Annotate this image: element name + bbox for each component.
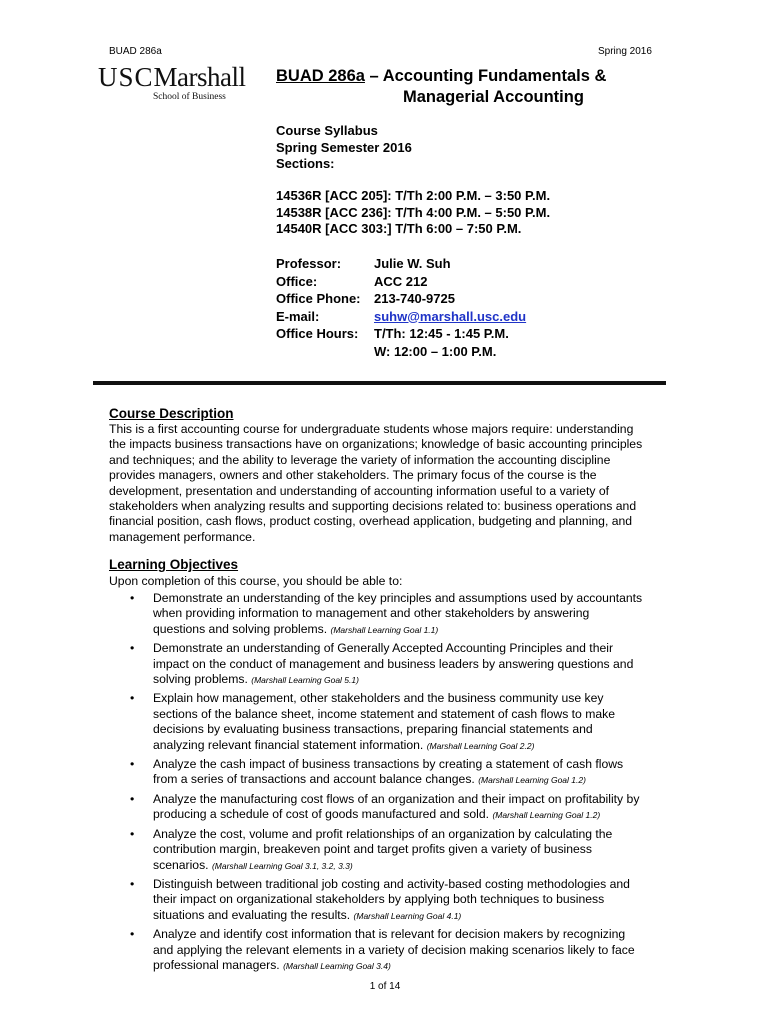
page-title — [276, 66, 636, 108]
objective-line: sections of the balance sheet, income statement and statement of cash flows to make — [153, 706, 616, 721]
objective-line — [153, 622, 669, 638]
objective-line — [153, 958, 669, 974]
syllabus-label: Course Syllabus — [276, 123, 378, 138]
objective-line — [153, 908, 669, 924]
description-line: This is a first accounting course for undergraduate students whose majors require: understanding — [109, 422, 634, 436]
description-line: development, presentation and understanding of accounting information useful to a variety of — [109, 483, 610, 498]
section-item: 14540R [ACC 303:] T/Th 6:00 – 7:50 P.M. — [276, 221, 522, 236]
bullet-icon: • — [130, 826, 135, 841]
objective-line-text: from a series of transactions and account balance changes. — [153, 772, 479, 787]
divider — [93, 381, 666, 385]
email-link[interactable]: suhw@marshall.usc.edu — [374, 308, 527, 324]
objective-line-text: solving problems. — [153, 672, 252, 687]
hours-value-2: W: 12:00 – 1:00 P.M. — [374, 343, 497, 359]
logo-usc-text: USC — [98, 62, 154, 92]
learning-objective-item — [109, 691, 669, 754]
objective-line: decisions by evaluating business transactions, preparing financial statements and — [153, 722, 593, 737]
learning-objective-item — [109, 591, 669, 638]
bullet-icon: • — [130, 876, 135, 891]
description-line: and techniques; and the ability to leverage the variety of information the accounting discipline — [109, 452, 611, 467]
office-label: Office: — [276, 273, 318, 289]
section-item: 14538R [ACC 236]: T/Th 4:00 P.M. – 5:50 P.M. — [276, 204, 551, 220]
title-line1: – Accounting Fundamentals & — [364, 67, 607, 85]
learning-goal-ref: (Marshall Learning Goal 1.1) — [330, 624, 439, 635]
objective-line — [153, 807, 669, 823]
syllabus-info — [276, 123, 412, 173]
learning-goal-ref: (Marshall Learning Goal 1.2) — [492, 810, 601, 821]
objective-line: when providing information to management and other stakeholders by answering — [153, 606, 590, 621]
learning-objective-item — [109, 757, 669, 789]
objective-line: Distinguish between traditional job costing and activity-based costing methodologies and — [153, 876, 630, 891]
objective-line-text: situations and evaluating the results. — [153, 907, 354, 922]
professor-name: Julie W. Suh — [374, 256, 451, 271]
learning-objective-item — [109, 877, 669, 924]
objective-line-text: professional managers. — [153, 957, 284, 972]
learning-objectives-intro: Upon completion of this course, you should be able to: — [109, 574, 403, 588]
hours-value: T/Th: 12:45 - 1:45 P.M. — [374, 326, 509, 341]
objective-line: and applying the relevant elements in a variety of decision making scenarios likely to face — [153, 942, 635, 957]
description-line: stakeholders when analyzing results and supporting decisions related to: business operations and — [109, 499, 637, 514]
running-header-term: Spring 2016 — [598, 46, 652, 57]
learning-goal-ref: (Marshall Learning Goal 2.2) — [426, 740, 535, 751]
objective-line-text: scenarios. — [153, 857, 212, 872]
hours-label: Office Hours: — [276, 326, 359, 341]
bullet-icon: • — [130, 791, 135, 806]
objective-line — [153, 772, 669, 788]
description-line: the impacts business transactions have on organizations; knowledge of basic accounting principles — [109, 437, 643, 452]
objective-line — [153, 672, 669, 688]
objective-line: Analyze the manufacturing cost flows of an organization and their impact on profitability by — [153, 791, 640, 806]
sections-list — [276, 188, 550, 238]
objective-line: Analyze the cash impact of business transactions by creating a statement of cash flows — [153, 757, 624, 772]
logo-marshall-text: Marshall — [153, 62, 246, 92]
course-description-text — [109, 422, 669, 545]
learning-goal-ref: (Marshall Learning Goal 5.1) — [251, 675, 359, 686]
section-item: 14536R [ACC 205]: T/Th 2:00 P.M. – 3:50 P.M. — [276, 188, 551, 203]
learning-objective-item — [109, 641, 669, 688]
learning-goal-ref: (Marshall Learning Goal 3.1, 3.2, 3.3) — [211, 860, 353, 871]
learning-goal-ref: (Marshall Learning Goal 4.1) — [353, 910, 462, 921]
description-line: provides managers, owners and other stakeholders. The primary focus of the course is the — [109, 468, 597, 483]
bullet-icon: • — [130, 641, 135, 656]
objective-line: their impact on organizational stakeholders by applying both techniques to business — [153, 892, 605, 907]
description-line: management performance. — [109, 529, 256, 544]
learning-goal-ref: (Marshall Learning Goal 3.4) — [283, 960, 391, 971]
semester-label: Spring Semester 2016 — [276, 139, 412, 155]
objective-line: impact on the conduct of management and business leaders by answering questions and — [153, 656, 634, 671]
logo-school-text: School of Business — [153, 92, 226, 102]
objective-line: Analyze and identify cost information that is relevant for decision makers by recognizing — [153, 927, 626, 942]
bullet-icon: • — [130, 757, 135, 772]
objective-line — [153, 858, 669, 874]
objective-line-text: analyzing relevant financial statement information. — [153, 737, 427, 752]
objective-line: Demonstrate an understanding of Generally Accepted Accounting Principles and their — [153, 641, 614, 656]
objective-line: Explain how management, other stakeholders and the business community use key — [153, 691, 604, 706]
bullet-icon: • — [130, 691, 135, 706]
learning-objective-item — [109, 927, 669, 974]
objective-line: Analyze the cost, volume and profit relationships of an organization by calculating the — [153, 826, 613, 841]
description-line: financial position, cash flows, product costing, overhead application, budgeting and planning, and — [109, 514, 633, 529]
bullet-icon: • — [130, 927, 135, 942]
usc-marshall-logo — [98, 64, 248, 102]
phone-label: Office Phone: — [276, 291, 361, 306]
running-header-course: BUAD 286a — [109, 46, 162, 57]
objective-line: Demonstrate an understanding of the key principles and assumptions used by accountants — [153, 591, 643, 605]
page-number: 1 of 14 — [369, 981, 401, 992]
objective-line-text: producing a schedule of cost of goods manufactured and sold. — [153, 807, 493, 822]
learning-objectives-list — [109, 591, 669, 977]
learning-objective-item — [109, 792, 669, 824]
email-label: E-mail: — [276, 308, 320, 324]
bullet-icon: • — [130, 591, 135, 605]
phone-value: 213-740-9725 — [374, 291, 455, 306]
objective-line-text: questions and solving problems. — [153, 621, 331, 636]
objective-line: contribution margin, breakeven point and target profits given a variety of business — [153, 842, 592, 857]
objective-line — [153, 738, 669, 754]
learning-goal-ref: (Marshall Learning Goal 1.2) — [478, 775, 586, 786]
title-line2: Managerial Accounting — [403, 88, 584, 106]
learning-objectives-heading: Learning Objectives — [109, 557, 239, 572]
professor-info — [276, 255, 526, 360]
course-code: BUAD 286a — [276, 67, 365, 85]
learning-objective-item — [109, 827, 669, 874]
sections-label: Sections: — [276, 156, 335, 171]
office-value: ACC 212 — [374, 273, 428, 289]
course-description-heading: Course Description — [109, 406, 234, 421]
professor-label: Professor: — [276, 256, 342, 271]
